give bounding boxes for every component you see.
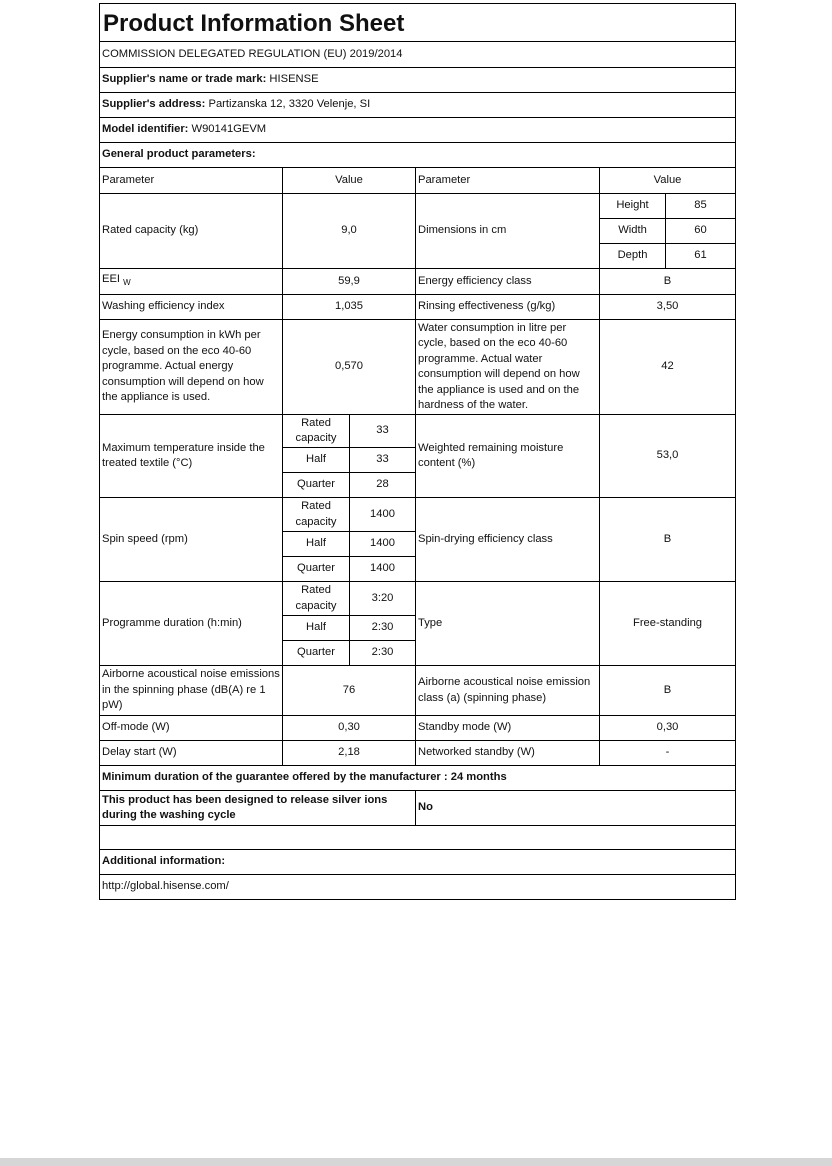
eei-value: 59,9 [283,269,416,295]
silver-ions-value: No [416,791,736,826]
type-label: Type [416,582,600,666]
noise-label: Airborne acoustical noise emissions in the spinning phase (dB(A) re 1 pW) [100,666,283,716]
networked-standby-label: Networked standby (W) [416,741,600,766]
rinsing-value: 3,50 [600,295,736,320]
supplier-address-row [100,93,736,118]
noise-class-value: B [600,666,736,716]
duration-half-label: Half [283,616,350,641]
rated-capacity-value: 9,0 [283,194,416,269]
depth-label: Depth [600,244,666,269]
supplier-address: Partizanska 12, 3320 Velenje, SI [208,98,371,111]
washing-index-label: Washing efficiency index [100,295,283,320]
water-consumption-label: Water consumption in litre per cycle, based on the eco 40-60 programme. Actual water consumption will depend on how the appliance is used and on the hardness of the water. [416,320,600,415]
moisture-label: Weighted remaining moisture content (%) [416,415,600,498]
water-consumption-value: 42 [600,320,736,415]
noise-class-label: Airborne acoustical noise emission class (a) (spinning phase) [416,666,600,716]
max-temp-half-value: 33 [350,448,416,473]
col-header-value-2: Value [600,168,736,194]
regulation-text: COMMISSION DELEGATED REGULATION (EU) 2019/2014 [100,42,736,68]
page-footer-bar [0,1158,832,1166]
spacer-row [100,826,736,850]
spin-half-label: Half [283,532,350,557]
max-temp-rated-label: Rated capacity [283,415,350,448]
duration-rated-label: Rated capacity [283,582,350,616]
standby-value: 0,30 [600,716,736,741]
width-value: 60 [666,219,736,244]
col-header-parameter-2: Parameter [416,168,600,194]
energy-class-label: Energy efficiency class [416,269,600,295]
silver-ions-label: This product has been designed to release silver ions during the washing cycle [100,791,416,826]
off-mode-label: Off-mode (W) [100,716,283,741]
product-information-sheet [99,3,735,900]
col-header-value: Value [283,168,416,194]
spin-rated-value: 1400 [350,498,416,532]
networked-standby-value: - [600,741,736,766]
spin-class-value: B [600,498,736,582]
duration-quarter-value: 2:30 [350,641,416,666]
moisture-value: 53,0 [600,415,736,498]
washing-index-value: 1,035 [283,295,416,320]
max-temp-half-label: Half [283,448,350,473]
energy-class-value: B [600,269,736,295]
max-temp-quarter-label: Quarter [283,473,350,498]
max-temp-rated-value: 33 [350,415,416,448]
height-value: 85 [666,194,736,219]
model-label: Model identifier: [102,123,189,136]
col-header-parameter: Parameter [100,168,283,194]
max-temp-label: Maximum temperature inside the treated textile (°C) [100,415,283,498]
page-title: Product Information Sheet [100,4,736,42]
rated-capacity-label: Rated capacity (kg) [100,194,283,269]
supplier-address-label: Supplier's address: [102,98,206,111]
spin-quarter-value: 1400 [350,557,416,582]
guarantee-value: 24 months [450,771,507,784]
spin-rated-label: Rated capacity [283,498,350,532]
additional-info-url[interactable]: http://global.hisense.com/ [100,875,736,900]
off-mode-value: 0,30 [283,716,416,741]
width-label: Width [600,219,666,244]
noise-value: 76 [283,666,416,716]
guarantee-label: Minimum duration of the guarantee offered by the manufacturer : [102,771,448,784]
type-value: Free-standing [600,582,736,666]
delay-start-label: Delay start (W) [100,741,283,766]
dimensions-label: Dimensions in cm [416,194,600,269]
supplier-name-label: Supplier's name or trade mark: [102,73,267,86]
standby-label: Standby mode (W) [416,716,600,741]
height-label: Height [600,194,666,219]
supplier-name: HISENSE [269,73,319,86]
spin-class-label: Spin-drying efficiency class [416,498,600,582]
info-table [99,3,736,900]
eei-subscript: W [123,278,131,288]
general-parameters-heading: General product parameters: [100,143,736,168]
eei-text: EEI [102,273,121,286]
model-identifier: W90141GEVM [191,123,267,136]
spin-quarter-label: Quarter [283,557,350,582]
rinsing-label: Rinsing effectiveness (g/kg) [416,295,600,320]
max-temp-quarter-value: 28 [350,473,416,498]
energy-consumption-value: 0,570 [283,320,416,415]
spin-speed-label: Spin speed (rpm) [100,498,283,582]
duration-quarter-label: Quarter [283,641,350,666]
spin-half-value: 1400 [350,532,416,557]
supplier-name-row [100,68,736,93]
energy-consumption-label: Energy consumption in kWh per cycle, based on the eco 40-60 programme. Actual energy consumption will depend on how the appliance is used. [100,320,283,415]
guarantee-row [100,766,736,791]
duration-half-value: 2:30 [350,616,416,641]
delay-start-value: 2,18 [283,741,416,766]
depth-value: 61 [666,244,736,269]
eei-label [100,269,283,295]
model-row [100,118,736,143]
duration-label: Programme duration (h:min) [100,582,283,666]
duration-rated-value: 3:20 [350,582,416,616]
additional-info-label: Additional information: [100,850,736,875]
